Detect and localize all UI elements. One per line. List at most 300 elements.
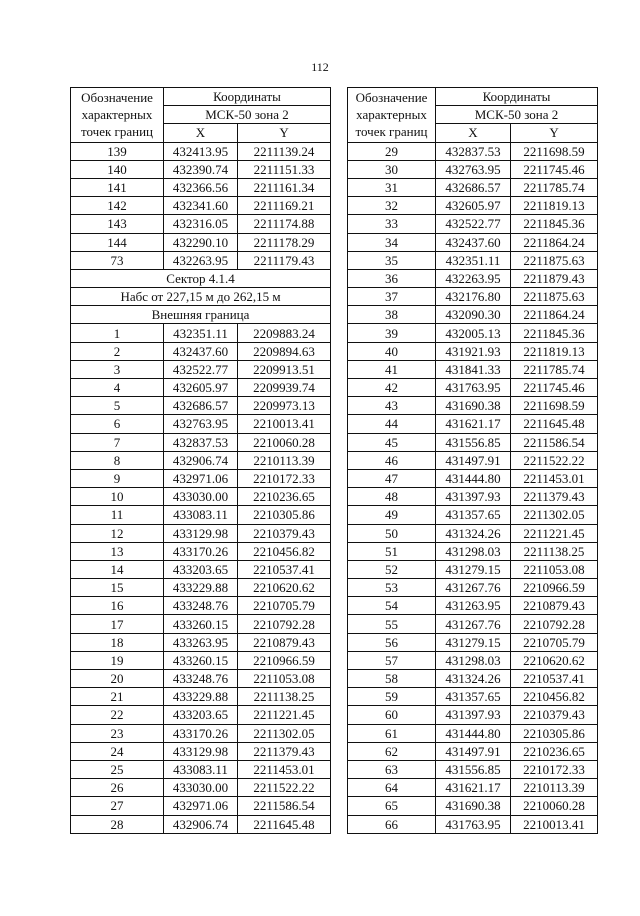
point-number-cell: 57: [348, 651, 436, 669]
table-row: [348, 688, 598, 706]
point-number-cell: 44: [348, 415, 436, 433]
table-row: [71, 215, 331, 233]
y-coordinate-cell: 2211785.74: [511, 178, 598, 196]
y-coordinate-cell: 2211379.43: [511, 488, 598, 506]
coordinate-system-header: МСК-50 зона 2: [164, 106, 331, 124]
x-coordinate-cell: 431397.93: [436, 488, 511, 506]
coordinate-system-header: МСК-50 зона 2: [436, 106, 598, 124]
x-coordinate-cell: 432366.56: [164, 178, 238, 196]
x-coordinate-cell: 431298.03: [436, 542, 511, 560]
y-coordinate-cell: 2210013.41: [511, 815, 598, 833]
y-coordinate-cell: 2210792.28: [511, 615, 598, 633]
designation-header-line: характерных: [356, 107, 427, 123]
designation-header-line: Обозначение: [81, 90, 153, 105]
x-coordinate-cell: 432906.74: [164, 451, 238, 469]
point-number-cell: 139: [71, 142, 164, 160]
x-coordinate-cell: 433203.65: [164, 706, 238, 724]
x-coordinate-cell: 431279.15: [436, 560, 511, 578]
boundary-label: Внешняя граница: [71, 306, 331, 324]
point-number-cell: 53: [348, 579, 436, 597]
y-coordinate-cell: 2211845.36: [511, 215, 598, 233]
table-row: [71, 506, 331, 524]
y-coordinate-cell: 2211221.45: [511, 524, 598, 542]
x-coordinate-cell: 433170.26: [164, 542, 238, 560]
point-number-cell: 39: [348, 324, 436, 342]
x-coordinate-cell: 433129.98: [164, 742, 238, 760]
table-row: [71, 415, 331, 433]
point-number-cell: 22: [71, 706, 164, 724]
x-coordinate-cell: 431324.26: [436, 670, 511, 688]
y-coordinate-cell: 2209973.13: [238, 397, 331, 415]
x-coordinate-cell: 432316.05: [164, 215, 238, 233]
x-coordinate-cell: 432005.13: [436, 324, 511, 342]
y-coordinate-cell: 2211879.43: [511, 269, 598, 287]
table-row: [71, 342, 331, 360]
y-coordinate-cell: 2211379.43: [238, 742, 331, 760]
table-row: [348, 160, 598, 178]
y-coordinate-cell: 2211875.63: [511, 288, 598, 306]
x-coordinate-cell: 431763.95: [436, 815, 511, 833]
y-coordinate-cell: 2209913.51: [238, 360, 331, 378]
y-coordinate-cell: 2211819.13: [511, 197, 598, 215]
x-coordinate-cell: 432437.60: [164, 342, 238, 360]
y-coordinate-cell: 2210705.79: [238, 597, 331, 615]
y-coordinate-cell: 2210379.43: [511, 706, 598, 724]
table-row: [348, 178, 598, 196]
table-row: [71, 469, 331, 487]
table-row: [348, 560, 598, 578]
y-coordinate-cell: 2210172.33: [511, 760, 598, 778]
designation-header: [71, 88, 164, 143]
y-coordinate-cell: 2210456.82: [511, 688, 598, 706]
table-row: [348, 815, 598, 833]
point-number-cell: 36: [348, 269, 436, 287]
y-coordinate-cell: 2211875.63: [511, 251, 598, 269]
point-number-cell: 54: [348, 597, 436, 615]
point-number-cell: 5: [71, 397, 164, 415]
point-number-cell: 21: [71, 688, 164, 706]
point-number-cell: 65: [348, 797, 436, 815]
point-number-cell: 31: [348, 178, 436, 196]
point-number-cell: 18: [71, 633, 164, 651]
y-coordinate-cell: 2211174.88: [238, 215, 331, 233]
y-coordinate-cell: 2210966.59: [511, 579, 598, 597]
x-coordinate-cell: 431621.17: [436, 779, 511, 797]
table-row: [348, 451, 598, 469]
x-coordinate-cell: 433248.76: [164, 597, 238, 615]
point-number-cell: 19: [71, 651, 164, 669]
y-coordinate-cell: 2210013.41: [238, 415, 331, 433]
x-coordinate-cell: 431444.80: [436, 724, 511, 742]
x-coordinate-cell: 433263.95: [164, 633, 238, 651]
point-number-cell: 15: [71, 579, 164, 597]
x-column-header: X: [436, 124, 511, 142]
coordinates-table-right: [347, 87, 598, 834]
point-number-cell: 64: [348, 779, 436, 797]
x-coordinate-cell: 432906.74: [164, 815, 238, 833]
point-number-cell: 11: [71, 506, 164, 524]
y-coordinate-cell: 2210060.28: [238, 433, 331, 451]
point-number-cell: 51: [348, 542, 436, 560]
point-number-cell: 41: [348, 360, 436, 378]
sector-title: Сектор 4.1.4: [71, 269, 331, 287]
sector-range-row: [71, 288, 331, 306]
point-number-cell: 9: [71, 469, 164, 487]
designation-header-line: точек границ: [355, 124, 428, 140]
table-row: [71, 797, 331, 815]
point-number-cell: 35: [348, 251, 436, 269]
y-coordinate-cell: 2211522.22: [511, 451, 598, 469]
x-coordinate-cell: 431841.33: [436, 360, 511, 378]
y-coordinate-cell: 2211645.48: [238, 815, 331, 833]
y-coordinate-cell: 2210879.43: [238, 633, 331, 651]
y-coordinate-cell: 2209939.74: [238, 379, 331, 397]
point-number-cell: 25: [71, 760, 164, 778]
y-coordinate-cell: 2211522.22: [238, 779, 331, 797]
y-coordinate-cell: 2210456.82: [238, 542, 331, 560]
point-number-cell: 24: [71, 742, 164, 760]
table-row: [348, 142, 598, 160]
y-coordinate-cell: 2211785.74: [511, 360, 598, 378]
point-number-cell: 17: [71, 615, 164, 633]
y-coordinate-cell: 2210705.79: [511, 633, 598, 651]
y-coordinate-cell: 2211178.29: [238, 233, 331, 251]
table-row: [348, 469, 598, 487]
x-coordinate-cell: 431263.95: [436, 597, 511, 615]
x-coordinate-cell: 433260.15: [164, 615, 238, 633]
point-number-cell: 27: [71, 797, 164, 815]
y-coordinate-cell: 2211698.59: [511, 142, 598, 160]
table-row: [71, 560, 331, 578]
table-row: [71, 142, 331, 160]
y-coordinate-cell: 2211845.36: [511, 324, 598, 342]
point-number-cell: 66: [348, 815, 436, 833]
y-coordinate-cell: 2211053.08: [238, 670, 331, 688]
y-coordinate-cell: 2211586.54: [238, 797, 331, 815]
table-row: [348, 269, 598, 287]
table-row: [71, 742, 331, 760]
designation-header-line: Обозначение: [355, 90, 428, 105]
table-row: [348, 324, 598, 342]
table-row: [348, 615, 598, 633]
table-row: [71, 779, 331, 797]
y-coordinate-cell: 2211161.34: [238, 178, 331, 196]
point-number-cell: 7: [71, 433, 164, 451]
x-coordinate-cell: 433170.26: [164, 724, 238, 742]
point-number-cell: 62: [348, 742, 436, 760]
y-coordinate-cell: 2210879.43: [511, 597, 598, 615]
table-row: [71, 233, 331, 251]
y-coordinate-cell: 2211864.24: [511, 306, 598, 324]
boundary-label-row: [71, 306, 331, 324]
point-number-cell: 32: [348, 197, 436, 215]
y-coordinate-cell: 2211221.45: [238, 706, 331, 724]
y-coordinate-cell: 2210305.86: [511, 724, 598, 742]
table-row: [71, 524, 331, 542]
point-number-cell: 2: [71, 342, 164, 360]
coordinates-header: Координаты: [436, 88, 598, 106]
point-number-cell: 46: [348, 451, 436, 469]
point-number-cell: 20: [71, 670, 164, 688]
point-number-cell: 10: [71, 488, 164, 506]
point-number-cell: 60: [348, 706, 436, 724]
table-row: [348, 724, 598, 742]
point-number-cell: 34: [348, 233, 436, 251]
y-coordinate-cell: 2210113.39: [238, 451, 331, 469]
page-number: 112: [311, 60, 329, 74]
table-row: [348, 397, 598, 415]
x-coordinate-cell: 433083.11: [164, 760, 238, 778]
point-number-cell: 52: [348, 560, 436, 578]
table-row: [71, 488, 331, 506]
y-coordinate-cell: 2210060.28: [511, 797, 598, 815]
point-number-cell: 33: [348, 215, 436, 233]
point-number-cell: 42: [348, 379, 436, 397]
table-row: [348, 433, 598, 451]
table-row: [348, 542, 598, 560]
sector-title-row: [71, 269, 331, 287]
y-coordinate-cell: 2211586.54: [511, 433, 598, 451]
x-coordinate-cell: 432686.57: [436, 178, 511, 196]
x-coordinate-cell: 432263.95: [164, 251, 238, 269]
x-coordinate-cell: 431357.65: [436, 688, 511, 706]
y-coordinate-cell: 2211745.46: [511, 379, 598, 397]
table-row: [348, 651, 598, 669]
point-number-cell: 141: [71, 178, 164, 196]
x-coordinate-cell: 433030.00: [164, 488, 238, 506]
table-row: [348, 633, 598, 651]
x-coordinate-cell: 431690.38: [436, 397, 511, 415]
x-coordinate-cell: 431690.38: [436, 797, 511, 815]
y-coordinate-cell: 2211745.46: [511, 160, 598, 178]
y-coordinate-cell: 2211139.24: [238, 142, 331, 160]
point-number-cell: 47: [348, 469, 436, 487]
point-number-cell: 37: [348, 288, 436, 306]
y-coordinate-cell: 2211138.25: [511, 542, 598, 560]
y-coordinate-cell: 2210537.41: [511, 670, 598, 688]
point-number-cell: 63: [348, 760, 436, 778]
table-row: [71, 760, 331, 778]
x-coordinate-cell: 431279.15: [436, 633, 511, 651]
table-row: [348, 215, 598, 233]
y-coordinate-cell: 2210379.43: [238, 524, 331, 542]
point-number-cell: 1: [71, 324, 164, 342]
x-coordinate-cell: 432522.77: [436, 215, 511, 233]
x-coordinate-cell: 433229.88: [164, 579, 238, 597]
x-coordinate-cell: 431921.93: [436, 342, 511, 360]
x-coordinate-cell: 432605.97: [436, 197, 511, 215]
table-row: [348, 506, 598, 524]
y-coordinate-cell: 2210966.59: [238, 651, 331, 669]
table-row: [71, 688, 331, 706]
table-row: [348, 306, 598, 324]
x-coordinate-cell: 432763.95: [436, 160, 511, 178]
x-coordinate-cell: 431397.93: [436, 706, 511, 724]
point-number-cell: 26: [71, 779, 164, 797]
x-coordinate-cell: 432341.60: [164, 197, 238, 215]
x-column-header: X: [164, 124, 238, 142]
point-number-cell: 144: [71, 233, 164, 251]
coordinates-table-left: [70, 87, 331, 834]
table-row: [348, 670, 598, 688]
table-row: [71, 724, 331, 742]
table-row: [348, 251, 598, 269]
table-row: [348, 379, 598, 397]
x-coordinate-cell: 432763.95: [164, 415, 238, 433]
table-row: [71, 197, 331, 215]
table-row: [71, 433, 331, 451]
y-coordinate-cell: 2210236.65: [511, 742, 598, 760]
x-coordinate-cell: 433083.11: [164, 506, 238, 524]
table-row: [348, 197, 598, 215]
point-number-cell: 13: [71, 542, 164, 560]
x-coordinate-cell: 432263.95: [436, 269, 511, 287]
table-row: [348, 288, 598, 306]
x-coordinate-cell: 432837.53: [164, 433, 238, 451]
y-column-header: Y: [511, 124, 598, 142]
x-coordinate-cell: 431556.85: [436, 760, 511, 778]
x-coordinate-cell: 432290.10: [164, 233, 238, 251]
x-coordinate-cell: 432176.80: [436, 288, 511, 306]
table-row: [71, 706, 331, 724]
y-coordinate-cell: 2211138.25: [238, 688, 331, 706]
table-row: [348, 579, 598, 597]
y-coordinate-cell: 2211169.21: [238, 197, 331, 215]
x-coordinate-cell: 431298.03: [436, 651, 511, 669]
table-row: [348, 360, 598, 378]
y-coordinate-cell: 2211819.13: [511, 342, 598, 360]
table-row: [71, 397, 331, 415]
x-coordinate-cell: 432090.30: [436, 306, 511, 324]
y-coordinate-cell: 2210792.28: [238, 615, 331, 633]
y-coordinate-cell: 2211453.01: [511, 469, 598, 487]
table-row: [71, 451, 331, 469]
x-coordinate-cell: 431497.91: [436, 742, 511, 760]
table-row: [71, 542, 331, 560]
designation-header-line: характерных: [81, 107, 153, 123]
point-number-cell: 56: [348, 633, 436, 651]
table-row: [348, 597, 598, 615]
x-coordinate-cell: 431444.80: [436, 469, 511, 487]
y-coordinate-cell: 2211645.48: [511, 415, 598, 433]
x-coordinate-cell: 431357.65: [436, 506, 511, 524]
y-column-header: Y: [238, 124, 331, 142]
table-row: [348, 342, 598, 360]
y-coordinate-cell: 2209883.24: [238, 324, 331, 342]
y-coordinate-cell: 2211151.33: [238, 160, 331, 178]
y-coordinate-cell: 2210113.39: [511, 779, 598, 797]
point-number-cell: 48: [348, 488, 436, 506]
y-coordinate-cell: 2211453.01: [238, 760, 331, 778]
x-coordinate-cell: 432413.95: [164, 142, 238, 160]
x-coordinate-cell: 432971.06: [164, 797, 238, 815]
point-number-cell: 50: [348, 524, 436, 542]
y-coordinate-cell: 2211698.59: [511, 397, 598, 415]
table-row: [71, 615, 331, 633]
point-number-cell: 61: [348, 724, 436, 742]
table-row: [348, 779, 598, 797]
x-coordinate-cell: 433203.65: [164, 560, 238, 578]
x-coordinate-cell: 432971.06: [164, 469, 238, 487]
table-row: [71, 324, 331, 342]
x-coordinate-cell: 433248.76: [164, 670, 238, 688]
point-number-cell: 29: [348, 142, 436, 160]
point-number-cell: 8: [71, 451, 164, 469]
x-coordinate-cell: 432605.97: [164, 379, 238, 397]
y-coordinate-cell: 2211179.43: [238, 251, 331, 269]
point-number-cell: 140: [71, 160, 164, 178]
point-number-cell: 55: [348, 615, 436, 633]
table-row: [348, 233, 598, 251]
x-coordinate-cell: 432351.11: [436, 251, 511, 269]
designation-header-line: точек границ: [80, 124, 154, 140]
table-row: [348, 524, 598, 542]
y-coordinate-cell: 2211302.05: [511, 506, 598, 524]
table-row: [348, 760, 598, 778]
x-coordinate-cell: 432837.53: [436, 142, 511, 160]
point-number-cell: 14: [71, 560, 164, 578]
x-coordinate-cell: 433260.15: [164, 651, 238, 669]
designation-header: [348, 88, 436, 143]
table-row: [71, 597, 331, 615]
table-row: [348, 797, 598, 815]
x-coordinate-cell: 431763.95: [436, 379, 511, 397]
point-number-cell: 45: [348, 433, 436, 451]
y-coordinate-cell: 2210172.33: [238, 469, 331, 487]
table-row: [71, 633, 331, 651]
x-coordinate-cell: 431267.76: [436, 579, 511, 597]
x-coordinate-cell: 433229.88: [164, 688, 238, 706]
x-coordinate-cell: 431267.76: [436, 615, 511, 633]
y-coordinate-cell: 2211302.05: [238, 724, 331, 742]
point-number-cell: 73: [71, 251, 164, 269]
y-coordinate-cell: 2210620.62: [238, 579, 331, 597]
x-coordinate-cell: 433030.00: [164, 779, 238, 797]
x-coordinate-cell: 432390.74: [164, 160, 238, 178]
x-coordinate-cell: 431621.17: [436, 415, 511, 433]
point-number-cell: 23: [71, 724, 164, 742]
point-number-cell: 16: [71, 597, 164, 615]
x-coordinate-cell: 431497.91: [436, 451, 511, 469]
point-number-cell: 142: [71, 197, 164, 215]
y-coordinate-cell: 2209894.63: [238, 342, 331, 360]
point-number-cell: 58: [348, 670, 436, 688]
point-number-cell: 143: [71, 215, 164, 233]
y-coordinate-cell: 2210305.86: [238, 506, 331, 524]
x-coordinate-cell: 431556.85: [436, 433, 511, 451]
table-row: [71, 815, 331, 833]
point-number-cell: 3: [71, 360, 164, 378]
point-number-cell: 38: [348, 306, 436, 324]
point-number-cell: 43: [348, 397, 436, 415]
y-coordinate-cell: 2211864.24: [511, 233, 598, 251]
point-number-cell: 4: [71, 379, 164, 397]
table-row: [71, 379, 331, 397]
point-number-cell: 49: [348, 506, 436, 524]
y-coordinate-cell: 2210620.62: [511, 651, 598, 669]
point-number-cell: 28: [71, 815, 164, 833]
table-row: [348, 742, 598, 760]
point-number-cell: 12: [71, 524, 164, 542]
table-row: [348, 415, 598, 433]
table-row: [71, 651, 331, 669]
y-coordinate-cell: 2211053.08: [511, 560, 598, 578]
sector-range: Набс от 227,15 м до 262,15 м: [71, 288, 331, 306]
table-row: [71, 178, 331, 196]
table-row: [348, 706, 598, 724]
x-coordinate-cell: 432351.11: [164, 324, 238, 342]
point-number-cell: 30: [348, 160, 436, 178]
